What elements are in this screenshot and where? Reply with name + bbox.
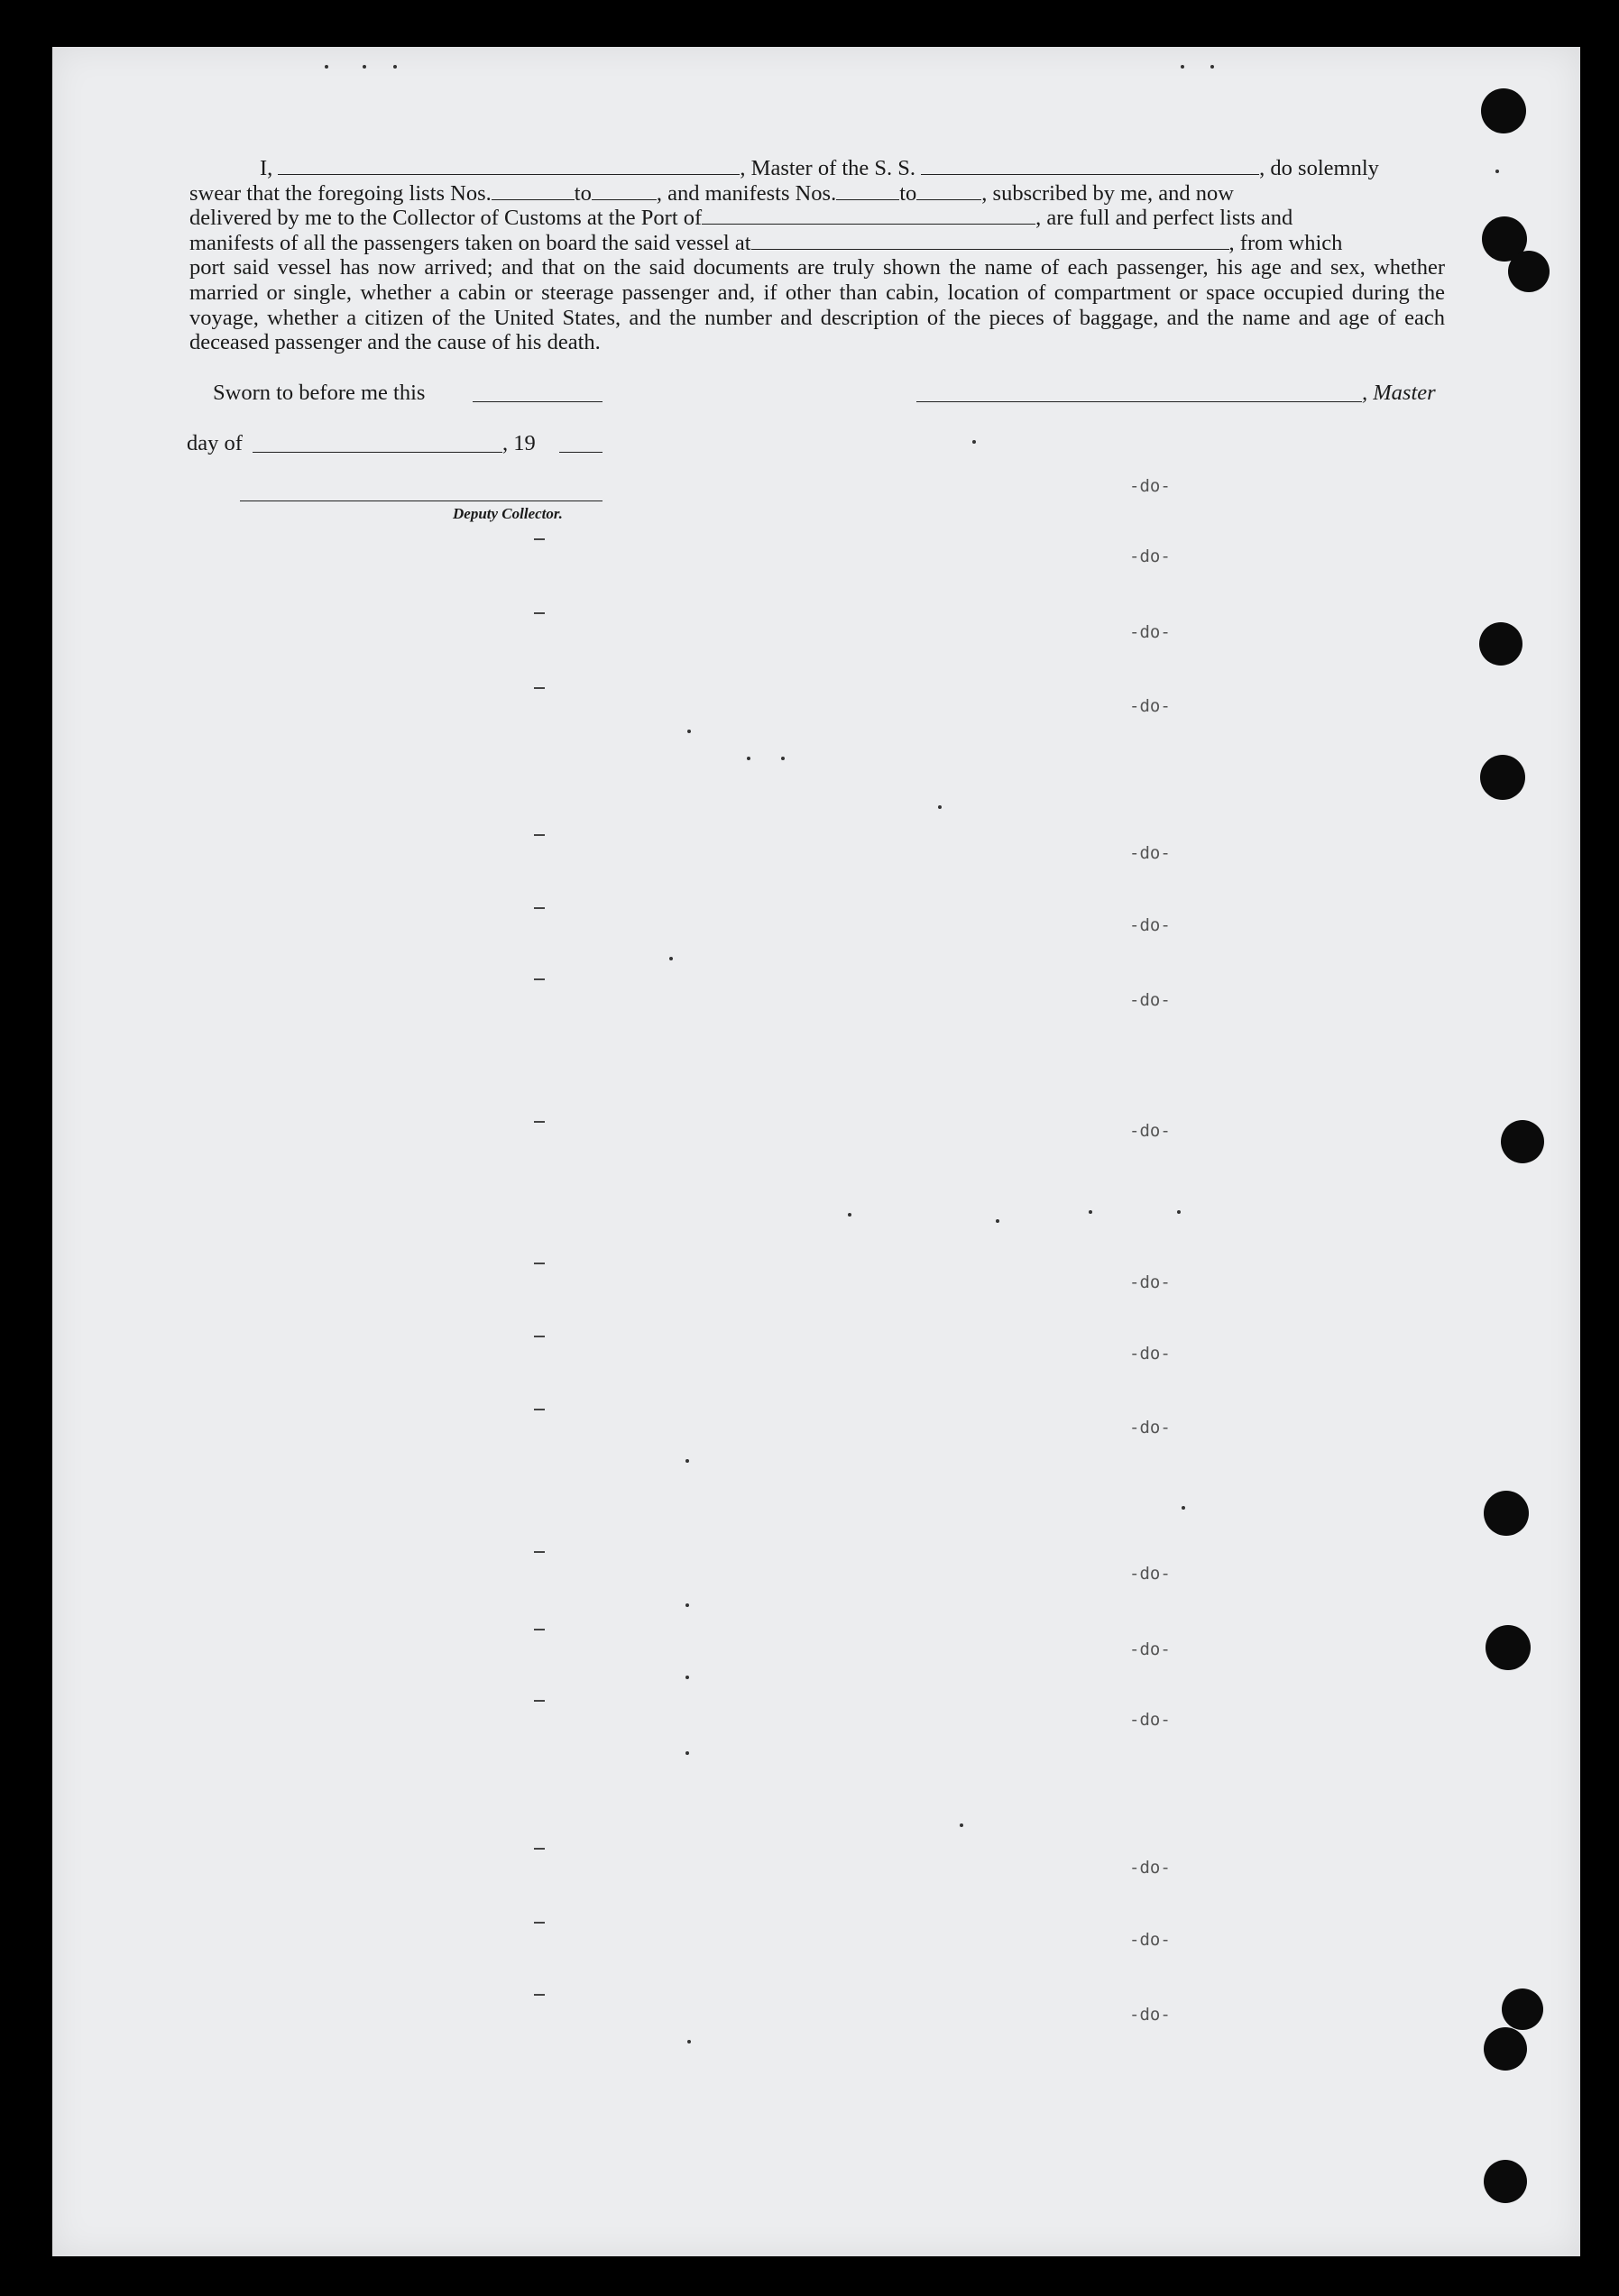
speck — [393, 65, 397, 69]
speck — [685, 1603, 689, 1607]
ditto-mark: -do- — [1129, 546, 1171, 566]
ditto-mark: -do- — [1129, 1710, 1171, 1730]
year-prefix: , 19 — [502, 431, 536, 455]
speck — [1210, 65, 1214, 69]
oath-subscribed: , subscribed by me, and now — [981, 180, 1234, 206]
speck — [669, 957, 673, 960]
day-of-line — [253, 452, 502, 453]
speck — [1182, 1506, 1185, 1510]
row-dash — [534, 1994, 545, 1996]
oath-body: port said vessel has now arrived; and that on the said documents are truly shown the name of each passenger, his age and sex, whether married or single, whether a cabin or steerage passenger and, if other than cabin, location of compartment or space occupied during the voyage, whether a citizen of the United States, and the number and description of the pieces of baggage, and the name and age of each deceased passenger and the cause of his death. — [189, 255, 1445, 355]
row-dash — [534, 1263, 545, 1264]
deputy-collector-label: Deputy Collector. — [453, 505, 563, 522]
row-dash — [534, 1848, 545, 1850]
oath-manifests-of-all: manifests of all the passengers taken on board the said vessel at — [189, 230, 751, 255]
ditto-mark: -do- — [1129, 1344, 1171, 1364]
oath-delivered: delivered by me to the Collector of Customs at the Port of — [189, 206, 703, 231]
speck — [1177, 1210, 1181, 1214]
row-dash — [534, 687, 545, 689]
document-page — [52, 47, 1580, 2256]
oath-from-which: , from which — [1228, 230, 1343, 255]
punch-hole — [1508, 251, 1550, 292]
master-signature-line — [916, 401, 1362, 402]
speck — [685, 1676, 689, 1679]
speck — [685, 1459, 689, 1463]
speck — [848, 1213, 851, 1217]
speck — [972, 440, 976, 444]
speck — [938, 805, 942, 809]
row-dash — [534, 1922, 545, 1924]
oath-full-perfect: , are full and perfect lists and — [1035, 206, 1293, 231]
punch-hole — [1484, 1491, 1529, 1536]
sworn-label: Sworn to before me this — [213, 381, 426, 405]
oath-word-i: I, — [260, 156, 273, 180]
oath-to-1: to — [574, 180, 592, 206]
punch-hole — [1486, 1625, 1531, 1670]
row-dash — [534, 538, 545, 540]
row-dash — [534, 1409, 545, 1410]
row-dash — [534, 834, 545, 836]
row-dash — [534, 1121, 545, 1123]
speck — [1089, 1210, 1092, 1214]
oath-paragraph — [189, 156, 1445, 355]
oath-swear-lists: swear that the foregoing lists Nos. — [189, 180, 492, 206]
punch-hole — [1481, 88, 1526, 133]
ditto-mark: -do- — [1129, 1564, 1171, 1584]
oath-do-solemnly: , do solemnly — [1259, 156, 1379, 180]
row-dash — [534, 978, 545, 980]
ditto-mark: -do- — [1129, 1930, 1171, 1950]
bleed-through-text — [1191, 379, 1201, 400]
oath-to-2: to — [899, 180, 917, 206]
oath-master-of-ss: , Master of the S. S. — [740, 156, 916, 180]
ditto-mark: -do- — [1129, 990, 1171, 1010]
ditto-mark: -do- — [1129, 622, 1171, 642]
punch-hole — [1484, 2160, 1527, 2203]
ditto-mark: -do- — [1129, 1121, 1171, 1141]
oath-manifests-nos: , and manifests Nos. — [656, 180, 837, 206]
punch-hole — [1484, 2027, 1527, 2071]
speck — [687, 730, 691, 733]
speck — [685, 1751, 689, 1755]
speck — [1181, 65, 1184, 69]
row-dash — [534, 1551, 545, 1553]
speck — [781, 757, 785, 760]
ditto-mark: -do- — [1129, 1858, 1171, 1878]
ditto-mark: -do- — [1129, 1418, 1171, 1437]
punch-hole — [1479, 622, 1522, 666]
row-dash — [534, 1629, 545, 1630]
speck — [960, 1823, 963, 1827]
ditto-mark: -do- — [1129, 1639, 1171, 1659]
master-label: , Master — [1362, 381, 1436, 405]
punch-hole — [1480, 755, 1525, 800]
punch-hole — [1501, 1120, 1544, 1163]
year-line — [559, 452, 603, 453]
punch-hole — [1502, 1988, 1543, 2030]
ditto-mark: -do- — [1129, 2005, 1171, 2025]
row-dash — [534, 1336, 545, 1337]
ditto-mark: -do- — [1129, 696, 1171, 716]
speck — [687, 2040, 691, 2043]
sworn-date-line — [473, 401, 603, 402]
speck — [363, 65, 366, 69]
ditto-mark: -do- — [1129, 843, 1171, 863]
speck — [996, 1219, 999, 1223]
row-dash — [534, 612, 545, 614]
ditto-mark: -do- — [1129, 476, 1171, 496]
speck — [1495, 170, 1499, 173]
ditto-mark: -do- — [1129, 1272, 1171, 1292]
ditto-mark: -do- — [1129, 915, 1171, 935]
day-of-label: day of — [187, 431, 243, 455]
row-dash — [534, 907, 545, 909]
row-dash — [534, 1700, 545, 1702]
speck — [747, 757, 750, 760]
speck — [325, 65, 328, 69]
